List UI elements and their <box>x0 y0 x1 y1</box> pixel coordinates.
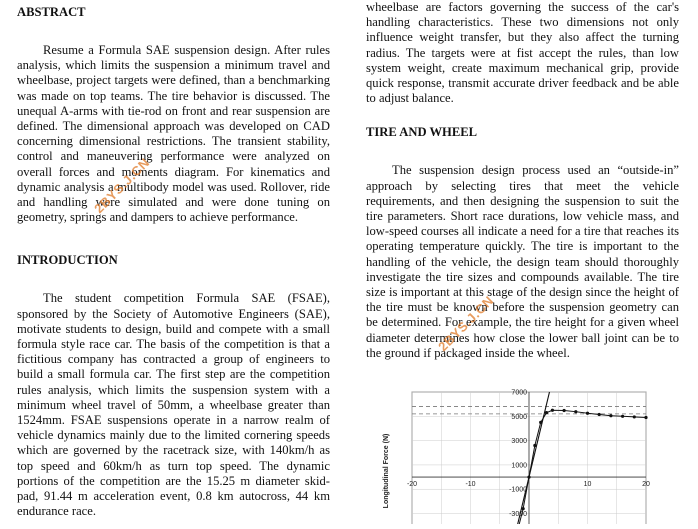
data-point <box>551 409 554 412</box>
y-axis-label: Longitudinal Force (N) <box>383 433 390 509</box>
data-point <box>633 415 636 418</box>
tire-wheel-paragraph: The suspension design process used an “outside-in” approach by selecting tires that meet the vehicle requirements, and then designing the suspension to suit the tire parameters. Short race durations, low vehicle mass, and low-speed courses all indicate a need for a tire that reaches its operating temperature quickly. The tire is important to the handling of the vehicle, the design team should thoroughly investigate the tire sizes and compounds available. The tire size is important at this stage of the design since the height of the tire must be known before the suspension geometry can be determined. For example, the tire height for a given wheel diameter determines how close the lower ball joint can be to the ground if packaged inside the wheel. <box>366 163 679 360</box>
data-point <box>621 415 624 418</box>
introduction-paragraph: The student competition Formula SAE (FSAE), sponsored by the Society of Automotive Engineers (SAE), motivate students to design, build and compete with a small formula style race car. The basis of the competition is that a fictitious company has contracted a group of engineers to build a small formula car. The first step are the competition rules analysis, which limits the suspension system with a minimum wheel travel of 50mm, a wheelbase greater than 1524mm. FSAE suspensions operate in a narrow realm of vehicle dynamics mainly due to the limited cornering speeds which are governed by the racetrack size, with 140km/h as top speed and 60km/h as turn top speed. The dynamic portions of the competition are the 15.25 m diameter skid-pad, 91.44 m acceleration event, 0.8 km autocross, 44 km endurance race. <box>17 291 330 519</box>
y-tick-label: 7000 <box>511 389 527 397</box>
abstract-heading: ABSTRACT <box>17 5 86 19</box>
x-tick-label: -20 <box>406 481 418 489</box>
data-point <box>574 410 577 413</box>
x-tick-label: 20 <box>642 481 650 489</box>
left-column <box>17 0 330 519</box>
data-point <box>586 412 589 415</box>
y-tick-label: 3000 <box>511 438 527 446</box>
watermark: 2BYS.J.CN <box>435 292 497 355</box>
data-point <box>609 414 612 417</box>
y-tick-label: -1000 <box>509 486 527 494</box>
abstract-paragraph: Resume a Formula SAE suspension design. After rules analysis, which limits the suspension a minimum travel and wheelbase, project targets were defined, than a benchmarking was made on top teams. The tire behavior is discussed. The unequal A-arms with tie-rod on front and rear suspension are defined. The dimensional approach was developed on CAD concerning dimensional restrictions. The transient stability, control and maneuvering performance were analyzed on overall forces and moments diagram. For kinematics and dynamic analysis a multibody model was used. Rollover, ride and handling were simulated and were done tuning on geometry, springs and dampers to achieve performance. <box>17 43 330 225</box>
tire-wheel-heading: TIRE AND WHEEL <box>366 125 478 140</box>
data-point <box>545 411 548 414</box>
introduction-heading: INTRODUCTION <box>17 253 118 268</box>
data-point <box>563 409 566 412</box>
y-tick-label: -3000 <box>509 511 527 519</box>
x-tick-label: 10 <box>583 481 592 489</box>
right-column <box>366 0 679 361</box>
continued-paragraph: wheelbase are factors governing the success of the car's handling characteristics. These two dimensions not only influence weight transfer, but they also affect the turning radius. The targets were at fist accept the rules, than low system weight, create maximum mechanical grip, provide quick response, transmit accurate driver feedback and be able to adjust balance. <box>366 0 679 106</box>
tire-force-chart <box>366 380 686 524</box>
x-tick-label: -10 <box>465 481 476 489</box>
watermark: 2BYS.J.CN <box>91 154 153 217</box>
y-tick-label: 1000 <box>511 462 527 470</box>
data-point <box>598 413 601 416</box>
data-point <box>644 416 647 419</box>
series-line <box>511 389 549 524</box>
chart-svg <box>366 380 686 524</box>
y-tick-label: 5000 <box>511 413 527 421</box>
